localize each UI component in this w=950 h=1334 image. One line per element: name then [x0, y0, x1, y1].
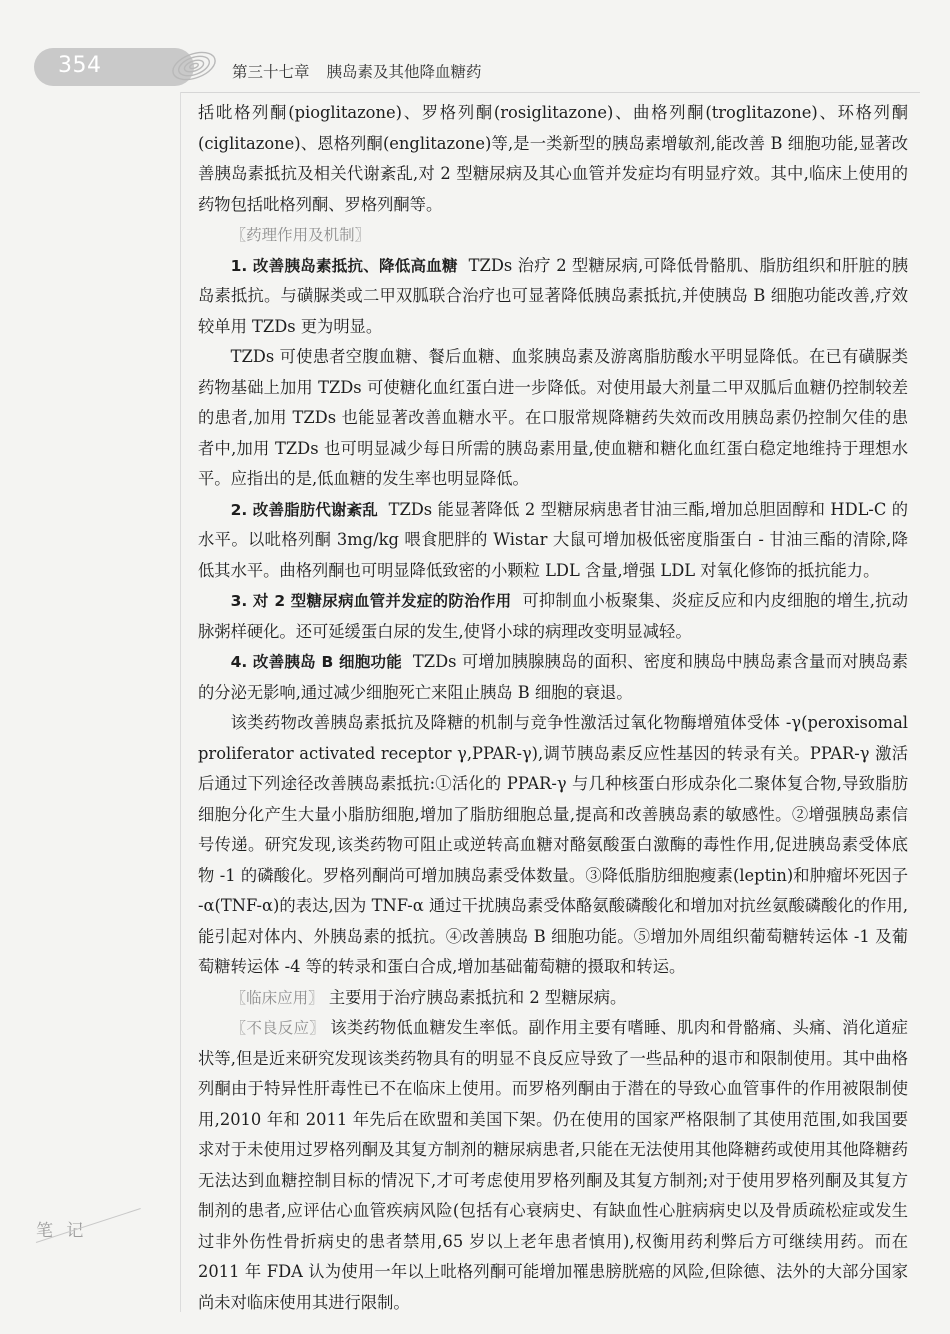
spiral-logo-icon [168, 42, 220, 86]
paragraph-5 [198, 647, 908, 708]
chapter-title: 胰岛素及其他降血糖药 [326, 63, 482, 81]
paragraph-3-text: TZDs 能显著降低 2 型糖尿病患者甘油三酯,增加总胆固醇和 HDL-C 的水平。以吡格列酮 3mg/kg 喂食肥胖的 Wistar 大鼠可增加极低密度脂蛋白 - 甘油三酯的清除,降低其水平。曲格列酮也可明显降低致密的小颗粒 LDL 含量,增强 LDL 对氧化修饰的抵抗能力。 [198, 499, 908, 580]
header-rule [180, 92, 920, 93]
page-body [198, 98, 908, 1318]
paragraph-5-heading: 4. 改善胰岛 B 细胞功能 [230, 653, 403, 671]
chapter-heading [232, 60, 481, 82]
adverse-text: 该类药物低血糖发生率低。副作用主要有嗜睡、肌肉和骨骼痛、头痛、消化道症状等,但是近来研究发现该类药物具有的明显不良反应导致了一些品种的退市和限制使用。其中曲格列酮由于特异性肝毒性已不在临床上使用。而罗格列酮由于潜在的导致心血管事件的作用被限制使用,2010 年和 2011 年先后在欧盟和美国下架。仍在使用的国家严格限制了其使用范围,如我国要求对于未使用过罗格列酮及其复方制剂的糖尿病患者,只能在无法使用其他降糖药或使用其他降糖药无法达到血糖控制目标的情况下,才可考虑使用罗格列酮及其复方制剂;对于使用罗格列酮及其复方制剂的患者,应评估心血管疾病风险(包括有心衰病史、有缺血性心脏病病史以及骨质疏松症或发生过非外伤性骨折病史的患者禁用,65 岁以上老年患者慎用),权衡用药利弊后方可继续用药。而在 2011 年 FDA 认为使用一年以上吡格列酮可能增加罹患膀胱癌的风险,但除德、法外的大部分国家尚未对临床使用其进行限制。 [198, 1018, 908, 1312]
paragraph-5-text: TZDs 可增加胰腺胰岛的面积、密度和胰岛中胰岛素含量而对胰岛素的分泌无影响,通过减少细胞死亡来阻止胰岛 B 细胞的衰退。 [198, 652, 908, 702]
section-adverse-label: 不良反应 [246, 1019, 310, 1037]
chapter-label: 第三十七章 [232, 63, 310, 81]
paragraph-3-heading: 2. 改善脂肪代谢紊乱 [230, 500, 378, 519]
page-number: 354 [58, 53, 102, 78]
section-clinical: 〖临床应用〗 主要用于治疗胰岛素抵抗和 2 型糖尿病。 [230, 987, 627, 1007]
paragraph-1 [198, 251, 908, 343]
section-adverse: 〖不良反应〗 该类药物低血糖发生率低。副作用主要有嗜睡、肌肉和骨骼痛、头痛、消化道症状等,但是近来研究发现该类药物具有的明显不良反应导致了一些品种的退市和限制使用。其中曲格列酮由于特异性肝毒性已不在临床上使用。而罗格列酮由于潜在的导致心血管事件的作用被限制使用,2010 年和 2011 年先后在欧盟和美国下架。仍在使用的国家严格限制了其使用范围,如我国要求对于未使用过罗格列酮及其复方制剂的糖尿病患者,只能在无法使用其他降糖药或使用其他降糖药无法达到血糖控制目标的情况下,才可考虑使用罗格列酮及其复方制剂;对于使用罗格列酮及其复方制剂的患者,应评估心血管疾病风险(包括有心衰病史、有缺血性心脏病病史以及骨质疏松症或发生过非外伤性骨折病史的患者禁用,65 岁以上老年患者慎用),权衡用药利弊后方可继续用药。而在 2011 年 FDA 认为使用一年以上吡格列酮可能增加罹患膀胱癌的风险,但除德、法外的大部分国家尚未对临床使用其进行限制。 [198, 1018, 908, 1312]
paragraph-4 [198, 586, 908, 647]
paragraph-1-text: TZDs 治疗 2 型糖尿病,可降低骨骼肌、脂肪组织和肝脏的胰岛素抵抗。与磺脲类或二甲双胍联合治疗也可显著降低胰岛素抵抗,并使胰岛 B 细胞功能改善,疗效较单用 TZDs 更为明显。 [198, 255, 908, 336]
paragraph-4-heading: 3. 对 2 型糖尿病血管并发症的防治作用 [230, 592, 512, 610]
paragraph-6: 该类药物改善胰岛素抵抗及降糖的机制与竞争性激活过氧化物酶增殖体受体 -γ(peroxisomal proliferator activated receptor γ,PPAR-γ),调节胰岛素反应性基因的转录有关。PPAR-γ 激活后通过下列途径改善胰岛素抵抗:①活化的 PPAR-γ 与几种核蛋白形成杂化二聚体复合物,导致脂肪细胞分化产生大量小脂肪细胞,增加了脂肪细胞总量,提高和改善胰岛素的敏感性。②增强胰岛素信号传递。研究发现,该类药物可阻止或逆转高血糖对酪氨酸蛋白激酶的毒性作用,促进胰岛素受体底物 -1 的磷酸化。罗格列酮尚可增加胰岛素受体数量。③降低脂肪细胞瘦素(leptin)和肿瘤坏死因子 -α(TNF-α)的表达,因为 TNF-α 通过干扰胰岛素受体酪氨酸磷酸化和增加对抗丝氨酸磷酸化的作用,能引起对体内、外胰岛素的抵抗。④改善胰岛 B 细胞功能。⑤增加外周组织葡萄糖转运体 -1 及葡萄糖转运体 -4 等的转录和蛋白合成,增加基础葡萄糖的摄取和转运。 [198, 713, 908, 976]
paragraph-2: TZDs 可使患者空腹血糖、餐后血糖、血浆胰岛素及游离脂肪酸水平明显降低。在已有磺脲类药物基础上加用 TZDs 可使糖化血红蛋白进一步降低。对使用最大剂量二甲双胍后血糖仍控制较差的患者,加用 TZDs 也能显著改善血糖水平。在口服常规降糖药失效而改用胰岛素仍控制欠佳的患者中,加用 TZDs 也可明显减少每日所需的胰岛素用量,使血糖和糖化血红蛋白稳定地维持于理想水平。应指出的是,低血糖的发生率也明显降低。 [198, 347, 908, 488]
clinical-text: 主要用于治疗胰岛素抵抗和 2 型糖尿病。 [328, 987, 627, 1007]
section-pharmacology: 〖药理作用及机制〗 [230, 226, 371, 244]
paragraph-4-text: 可抑制血小板聚集、炎症反应和内皮细胞的增生,抗动脉粥样硬化。还可延缓蛋白尿的发生,使肾小球的病理改变明显减轻。 [198, 591, 908, 641]
section-pharmacology-label: 药理作用及机制 [246, 226, 355, 244]
paragraph-1-heading: 1. 改善胰岛素抵抗、降低高血糖 [230, 256, 458, 275]
notes-label: 笔 记 [36, 1221, 88, 1241]
section-clinical-label: 临床应用 [246, 988, 309, 1007]
paragraph-3 [198, 495, 908, 587]
margin-rule [180, 92, 181, 1312]
intro-paragraph: 括吡格列酮(pioglitazone)、罗格列酮(rosiglitazone)、曲格列酮(troglitazone)、环格列酮(ciglitazone)、恩格列酮(englitazone)等,是一类新型的胰岛素增敏剂,能改善 B 细胞功能,显著改善胰岛素抵抗及相关代谢紊乱,对 2 型糖尿病及其心血管并发症均有明显疗效。其中,临床上使用的药物包括吡格列酮、罗格列酮等。 [198, 103, 908, 214]
